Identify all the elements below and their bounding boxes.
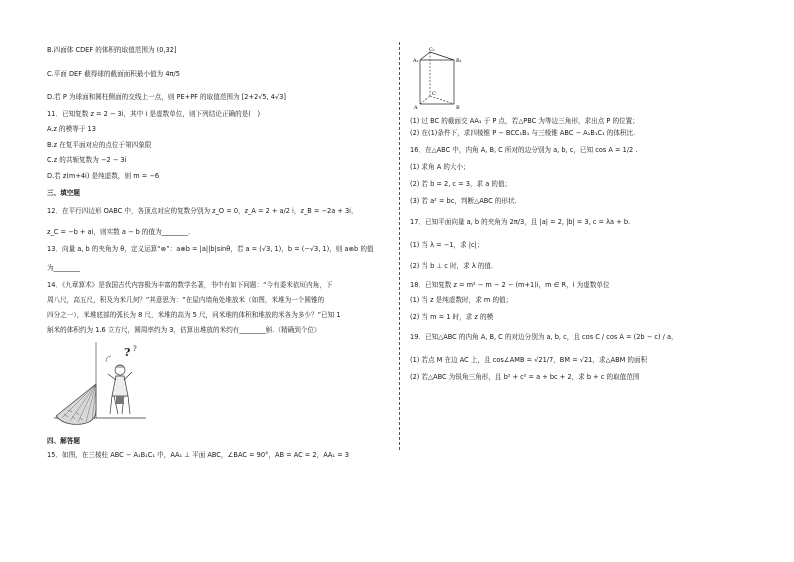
- question-12: 12．在平行四边形 OABC 中，各顶点对应的复数分别为 z_O = 0，z_A = 2 + a/2 i，z_B = −2a + 3i，: [47, 207, 358, 215]
- question-19-part2: (2) 若△ABC 为锐角三角形，且 b² + c² = a + bc + 2，求 b + c 的取值范围: [410, 373, 640, 381]
- section-fill-in: 三、填空题: [47, 189, 80, 197]
- label-a: A: [414, 105, 418, 111]
- question-14-line2: 周八尺，高五尺，积及为米几何？”其意思为：“在屋内墙角处堆放米（如图，米堆为一个圆锥的: [47, 296, 325, 304]
- svg-text:?: ?: [133, 345, 137, 353]
- option-11a: A.z 的模等于 13: [47, 125, 96, 133]
- label-c1: C₁: [429, 47, 435, 53]
- question-12-cont: z_C = −b + ai，则实数 a − b 的值为________.: [47, 228, 191, 236]
- prism-figure: [410, 46, 466, 112]
- column-divider: [399, 42, 400, 450]
- option-10d: D.若 P 为球面和圆柱侧面的交线上一点，则 PE+PF 的取值范围为 [2+2√5, 4√3]: [47, 93, 286, 101]
- question-16-part1: (1) 求角 A 的大小；: [410, 163, 470, 171]
- question-18-part2: (2) 当 m = 1 时，求 z 的模: [410, 313, 494, 321]
- question-19-part1: (1) 若点 M 在边 AC 上，且 cos∠AMB = √21/7，BM = √21，求△ABM 的面积: [410, 356, 648, 364]
- question-16-part2: (2) 若 b = 2, c = 3，求 a 的值；: [410, 180, 512, 188]
- question-16-part3: (3) 若 a² = bc，判断△ABC 的形状.: [410, 197, 517, 205]
- question-16: 16．在△ABC 中，内角 A, B, C 所对的边分别为 a, b, c，已知 cos A = 1/2 .: [410, 146, 638, 154]
- label-a1: A₁: [413, 58, 419, 64]
- label-c: C: [432, 91, 436, 97]
- question-15: 15．如图，在三棱柱 ABC − A₁B₁C₁ 中，AA₁ ⊥ 平面 ABC，∠BAC = 90°，AB = AC = 2，AA₁ = 3: [47, 451, 349, 459]
- question-17-part1: (1) 当 λ = −1，求 |c|；: [410, 241, 484, 249]
- question-18-part1: (1) 当 z 是纯虚数时，求 m 的值；: [410, 296, 513, 304]
- question-18: 18．已知复数 z = m² − m − 2 − (m+1)i，m ∈ R，i 为虚数单位: [410, 281, 610, 289]
- question-14-line3: 四分之一），米堆底部的弧长为 8 尺，米堆的高为 5 尺，问米堆的体积和堆放的米各为多少？”已知 1: [47, 311, 341, 319]
- option-11d: D.若 z(m+4i) 是纯虚数，则 m = −6: [47, 172, 160, 180]
- section-answers: 四、解答题: [47, 437, 80, 445]
- svg-text:?: ?: [124, 346, 131, 359]
- label-b1: B₁: [456, 58, 462, 64]
- question-14-line4: 斛米的体积约为 1.6 立方尺，圆周率约为 3，估算出堆放的米约有________斛.（精确到个位）: [47, 326, 321, 334]
- option-11b: B.z 在复平面对应的点位于第四象限: [47, 141, 152, 149]
- question-19: 19．已知△ABC 的内角 A, B, C 的对边分别为 a, b, c，且 cos C / cos A = (2b − c) / a，: [410, 333, 678, 341]
- option-10b: B.四面体 CDEF 的体积的取值范围为 (0,32]: [47, 46, 177, 54]
- option-10c: C.平面 DEF 截得球的截面面积最小值为 4π/5: [47, 70, 180, 78]
- question-14: 14．《九章算术》是我国古代内容极为丰富的数学名著，书中有如下问题：“今有委米依垣内角，下: [47, 281, 333, 289]
- rice-pile-illustration: [52, 340, 148, 430]
- question-17-part2: (2) 当 b ⊥ c 时，求 λ 的值.: [410, 262, 494, 270]
- question-15-part1: (1) 过 BC 的截面交 AA₁ 于 P 点，若△PBC 为等边三角形，求出点 P 的位置；: [410, 117, 639, 125]
- question-11: 11．已知复数 z = 2 − 3i，其中 i 是虚数单位，则下列结论正确的是( ): [47, 110, 261, 118]
- question-13-cont: 为________: [47, 264, 80, 272]
- option-11c: C.z 的共轭复数为 −2 − 3i: [47, 156, 127, 164]
- question-17: 17．已知平面向量 a, b 的夹角为 2π/3，且 |a| = 2, |b| = 3, c = λa + b.: [410, 218, 631, 226]
- question-13: 13．向量 a, b 的夹角为 θ，定义运算“⊗”：a⊗b = |a||b|sinθ，若 a = (√3, 1)，b = (−√3, 1)，则 a⊗b 的值: [47, 245, 374, 253]
- question-15-part2: (2) 在(1)条件下，求四棱锥 P − BCC₁B₁ 与三棱锥 ABC − A₁B₁C₁ 的体积比.: [410, 129, 636, 137]
- label-b: B: [456, 105, 460, 111]
